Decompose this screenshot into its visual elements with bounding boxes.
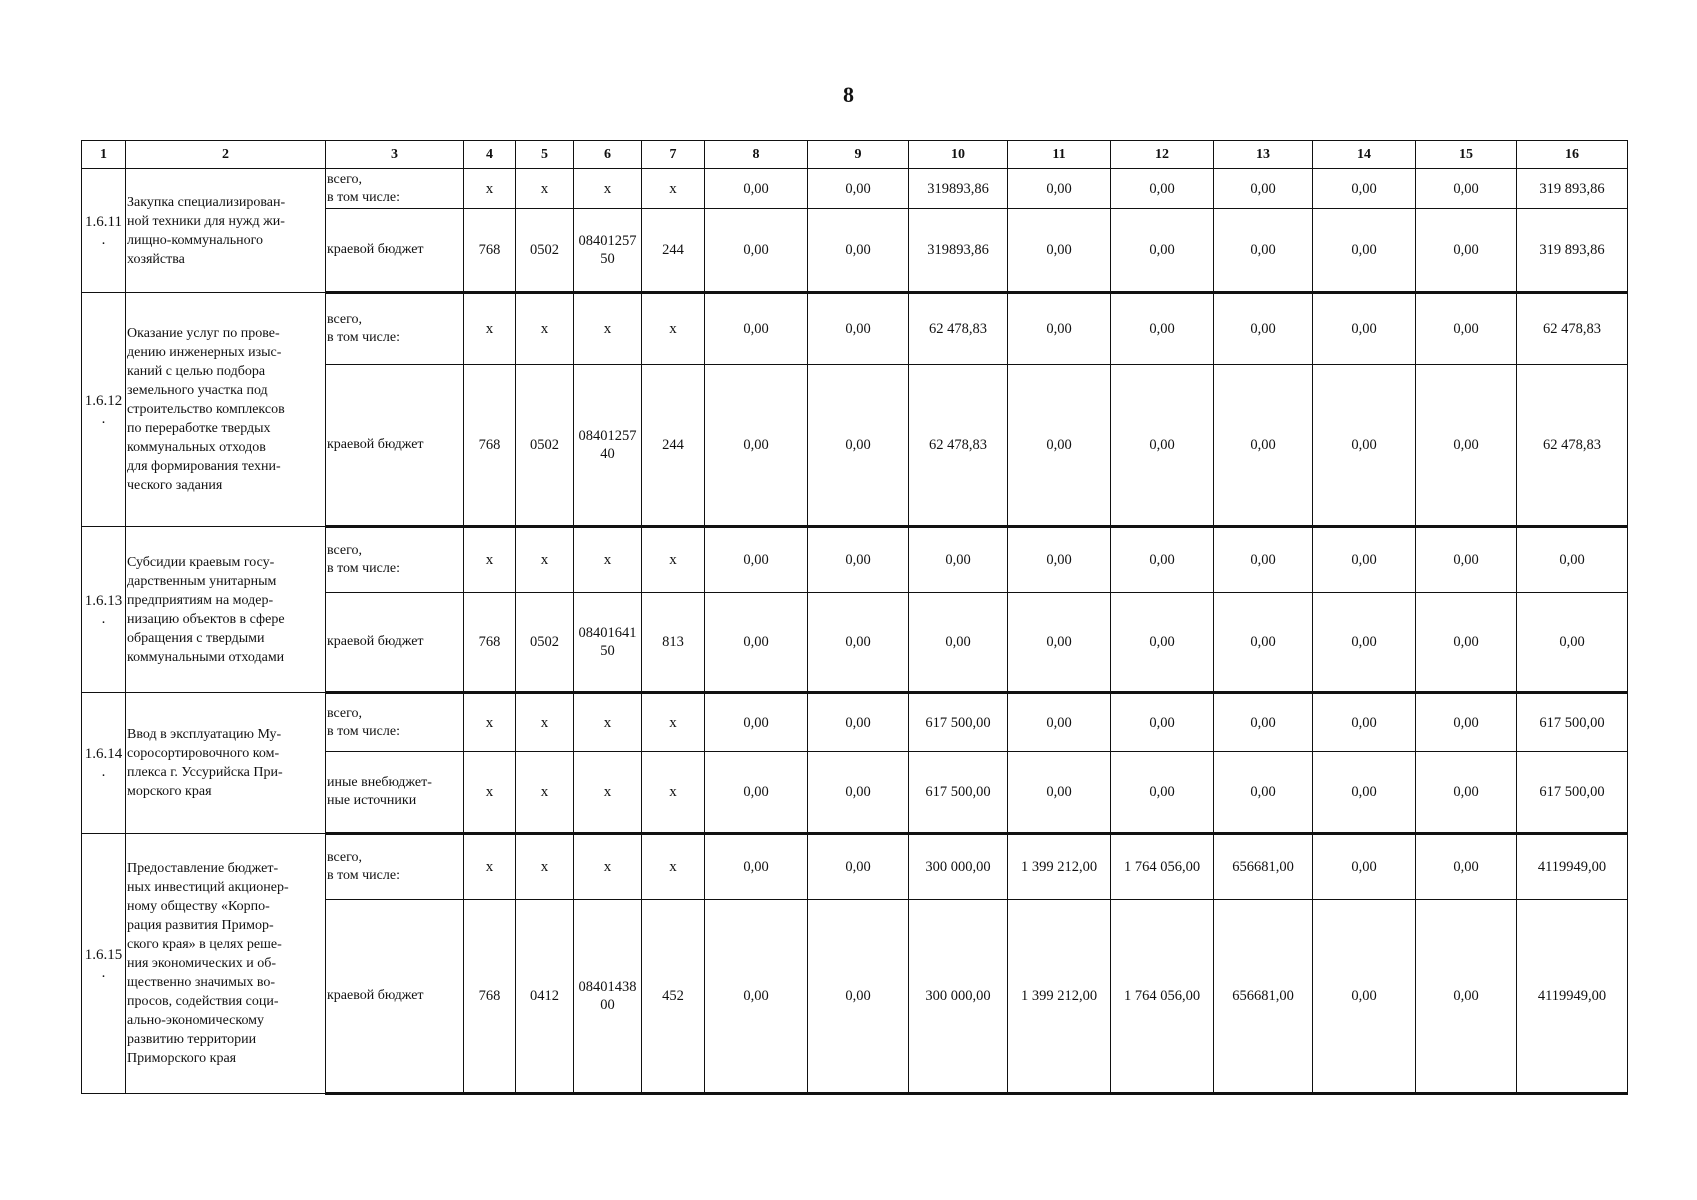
cell-c14: 0,00 (1313, 752, 1416, 834)
col-header: 6 (574, 141, 642, 169)
cell-c16: 0,00 (1517, 527, 1628, 593)
cell-c14: 0,00 (1313, 527, 1416, 593)
col-header: 4 (464, 141, 516, 169)
cell-c14: 0,00 (1313, 693, 1416, 752)
col-header: 3 (326, 141, 464, 169)
item-name: Ввод в эксплуатацию Му- соросортировочного ком- плекса г. Уссурийска При- морского края (126, 693, 326, 834)
cell-c15: 0,00 (1416, 900, 1517, 1094)
cell-c11: 0,00 (1008, 365, 1111, 527)
cell-c13: 0,00 (1214, 209, 1313, 293)
cell-c12: 0,00 (1111, 209, 1214, 293)
funding-source: краевой бюджет (326, 365, 464, 527)
cell-c16: 62 478,83 (1517, 365, 1628, 527)
cell-c8: 0,00 (705, 169, 808, 209)
cell-c7: x (642, 169, 705, 209)
item-number: 1.6.14 . (82, 693, 126, 834)
cell-c12: 0,00 (1111, 752, 1214, 834)
cell-c11: 1 399 212,00 (1008, 900, 1111, 1094)
cell-c14: 0,00 (1313, 834, 1416, 900)
col-header: 8 (705, 141, 808, 169)
cell-c5: x (516, 693, 574, 752)
cell-c11: 0,00 (1008, 593, 1111, 693)
funding-source: краевой бюджет (326, 593, 464, 693)
col-header: 5 (516, 141, 574, 169)
cell-c12: 0,00 (1111, 593, 1214, 693)
cell-c8: 0,00 (705, 593, 808, 693)
cell-c6: x (574, 527, 642, 593)
header-row (82, 141, 1628, 169)
funding-source: краевой бюджет (326, 900, 464, 1094)
cell-c8: 0,00 (705, 693, 808, 752)
cell-c6: 08401438 00 (574, 900, 642, 1094)
cell-c7: x (642, 693, 705, 752)
cell-c15: 0,00 (1416, 209, 1517, 293)
cell-c7: x (642, 527, 705, 593)
cell-c10: 62 478,83 (909, 293, 1008, 365)
col-header: 13 (1214, 141, 1313, 169)
cell-c5: x (516, 527, 574, 593)
cell-c4: 768 (464, 593, 516, 693)
cell-c4: x (464, 293, 516, 365)
cell-c8: 0,00 (705, 209, 808, 293)
cell-c14: 0,00 (1313, 900, 1416, 1094)
cell-c12: 0,00 (1111, 169, 1214, 209)
cell-c9: 0,00 (808, 900, 909, 1094)
cell-c4: x (464, 834, 516, 900)
cell-c8: 0,00 (705, 365, 808, 527)
cell-c15: 0,00 (1416, 752, 1517, 834)
cell-c10: 0,00 (909, 527, 1008, 593)
funding-source: всего, в том числе: (326, 693, 464, 752)
cell-c16: 62 478,83 (1517, 293, 1628, 365)
cell-c4: 768 (464, 209, 516, 293)
cell-c6: 08401257 50 (574, 209, 642, 293)
item-name: Оказание услуг по прове- дению инженерных изыс- каний с целью подбора земельного участка под строительство комплексов по переработке твердых коммунальных отходов для формирования техни- ческого задания (126, 293, 326, 527)
cell-c9: 0,00 (808, 593, 909, 693)
item-number: 1.6.15 . (82, 834, 126, 1094)
cell-c9: 0,00 (808, 169, 909, 209)
cell-c5: x (516, 752, 574, 834)
cell-c10: 319893,86 (909, 209, 1008, 293)
cell-c13: 0,00 (1214, 365, 1313, 527)
cell-c6: x (574, 293, 642, 365)
cell-c11: 0,00 (1008, 752, 1111, 834)
cell-c5: x (516, 834, 574, 900)
cell-c7: 813 (642, 593, 705, 693)
cell-c12: 1 764 056,00 (1111, 834, 1214, 900)
cell-c14: 0,00 (1313, 169, 1416, 209)
cell-c5: x (516, 293, 574, 365)
col-header: 9 (808, 141, 909, 169)
cell-c4: 768 (464, 900, 516, 1094)
item-number: 1.6.11 . (82, 169, 126, 293)
col-header: 14 (1313, 141, 1416, 169)
cell-c9: 0,00 (808, 293, 909, 365)
funding-source: краевой бюджет (326, 209, 464, 293)
funding-source: всего, в том числе: (326, 527, 464, 593)
cell-c15: 0,00 (1416, 169, 1517, 209)
cell-c14: 0,00 (1313, 365, 1416, 527)
cell-c13: 656681,00 (1214, 900, 1313, 1094)
cell-c7: x (642, 752, 705, 834)
cell-c4: 768 (464, 365, 516, 527)
cell-c11: 0,00 (1008, 693, 1111, 752)
cell-c15: 0,00 (1416, 593, 1517, 693)
cell-c4: x (464, 527, 516, 593)
cell-c6: 08401641 50 (574, 593, 642, 693)
cell-c7: 244 (642, 365, 705, 527)
col-header: 11 (1008, 141, 1111, 169)
cell-c13: 0,00 (1214, 593, 1313, 693)
col-header: 10 (909, 141, 1008, 169)
cell-c10: 617 500,00 (909, 693, 1008, 752)
cell-c13: 0,00 (1214, 169, 1313, 209)
cell-c8: 0,00 (705, 527, 808, 593)
funding-source: всего, в том числе: (326, 293, 464, 365)
item-number: 1.6.12 . (82, 293, 126, 527)
row-total (82, 293, 1628, 365)
cell-c13: 0,00 (1214, 752, 1313, 834)
cell-c7: x (642, 293, 705, 365)
cell-c10: 300 000,00 (909, 900, 1008, 1094)
cell-c5: x (516, 169, 574, 209)
col-header: 12 (1111, 141, 1214, 169)
cell-c10: 319893,86 (909, 169, 1008, 209)
budget-table (81, 140, 1628, 1095)
cell-c6: 08401257 40 (574, 365, 642, 527)
cell-c7: x (642, 834, 705, 900)
cell-c14: 0,00 (1313, 293, 1416, 365)
cell-c9: 0,00 (808, 693, 909, 752)
cell-c9: 0,00 (808, 527, 909, 593)
row-total (82, 693, 1628, 752)
cell-c10: 0,00 (909, 593, 1008, 693)
cell-c12: 0,00 (1111, 293, 1214, 365)
cell-c4: x (464, 169, 516, 209)
item-name: Предоставление бюджет- ных инвестиций акционер- ному обществу «Корпо- рация развития Примор- ского края» в целях реше- ния экономических и об- щественно значимых во- просов, содействия соци- ально-экономическому развитию территории Приморского края (126, 834, 326, 1094)
cell-c15: 0,00 (1416, 834, 1517, 900)
cell-c10: 617 500,00 (909, 752, 1008, 834)
cell-c9: 0,00 (808, 834, 909, 900)
cell-c11: 0,00 (1008, 209, 1111, 293)
cell-c13: 0,00 (1214, 527, 1313, 593)
cell-c16: 319 893,86 (1517, 169, 1628, 209)
col-header: 2 (126, 141, 326, 169)
cell-c11: 1 399 212,00 (1008, 834, 1111, 900)
cell-c15: 0,00 (1416, 293, 1517, 365)
col-header: 1 (82, 141, 126, 169)
row-total (82, 169, 1628, 209)
row-total (82, 527, 1628, 593)
cell-c8: 0,00 (705, 293, 808, 365)
funding-source: иные внебюджет- ные источники (326, 752, 464, 834)
cell-c6: x (574, 693, 642, 752)
cell-c11: 0,00 (1008, 293, 1111, 365)
cell-c16: 617 500,00 (1517, 752, 1628, 834)
cell-c16: 0,00 (1517, 593, 1628, 693)
cell-c15: 0,00 (1416, 527, 1517, 593)
cell-c16: 617 500,00 (1517, 693, 1628, 752)
cell-c11: 0,00 (1008, 169, 1111, 209)
cell-c13: 656681,00 (1214, 834, 1313, 900)
cell-c7: 244 (642, 209, 705, 293)
cell-c9: 0,00 (808, 752, 909, 834)
cell-c10: 300 000,00 (909, 834, 1008, 900)
cell-c8: 0,00 (705, 752, 808, 834)
cell-c16: 319 893,86 (1517, 209, 1628, 293)
cell-c10: 62 478,83 (909, 365, 1008, 527)
col-header: 16 (1517, 141, 1628, 169)
cell-c14: 0,00 (1313, 209, 1416, 293)
cell-c12: 0,00 (1111, 693, 1214, 752)
cell-c12: 0,00 (1111, 365, 1214, 527)
cell-c4: x (464, 693, 516, 752)
cell-c16: 4119949,00 (1517, 900, 1628, 1094)
item-name: Закупка специализирован- ной техники для нужд жи- лищно-коммунального хозяйства (126, 169, 326, 293)
cell-c9: 0,00 (808, 365, 909, 527)
item-name: Субсидии краевым госу- дарственным унитарным предприятиям на модер- низацию объектов в сфере обращения с твердыми коммунальными отходами (126, 527, 326, 693)
cell-c6: x (574, 752, 642, 834)
cell-c9: 0,00 (808, 209, 909, 293)
cell-c14: 0,00 (1313, 593, 1416, 693)
cell-c5: 0412 (516, 900, 574, 1094)
cell-c8: 0,00 (705, 834, 808, 900)
cell-c6: x (574, 834, 642, 900)
cell-c5: 0502 (516, 209, 574, 293)
cell-c16: 4119949,00 (1517, 834, 1628, 900)
cell-c13: 0,00 (1214, 293, 1313, 365)
item-number: 1.6.13 . (82, 527, 126, 693)
cell-c7: 452 (642, 900, 705, 1094)
cell-c12: 0,00 (1111, 527, 1214, 593)
cell-c5: 0502 (516, 365, 574, 527)
cell-c6: x (574, 169, 642, 209)
cell-c8: 0,00 (705, 900, 808, 1094)
cell-c11: 0,00 (1008, 527, 1111, 593)
cell-c15: 0,00 (1416, 693, 1517, 752)
funding-source: всего, в том числе: (326, 834, 464, 900)
col-header: 15 (1416, 141, 1517, 169)
cell-c4: x (464, 752, 516, 834)
cell-c5: 0502 (516, 593, 574, 693)
row-total (82, 834, 1628, 900)
col-header: 7 (642, 141, 705, 169)
cell-c12: 1 764 056,00 (1111, 900, 1214, 1094)
funding-source: всего, в том числе: (326, 169, 464, 209)
page-number: 8 (843, 82, 854, 107)
cell-c13: 0,00 (1214, 693, 1313, 752)
cell-c15: 0,00 (1416, 365, 1517, 527)
